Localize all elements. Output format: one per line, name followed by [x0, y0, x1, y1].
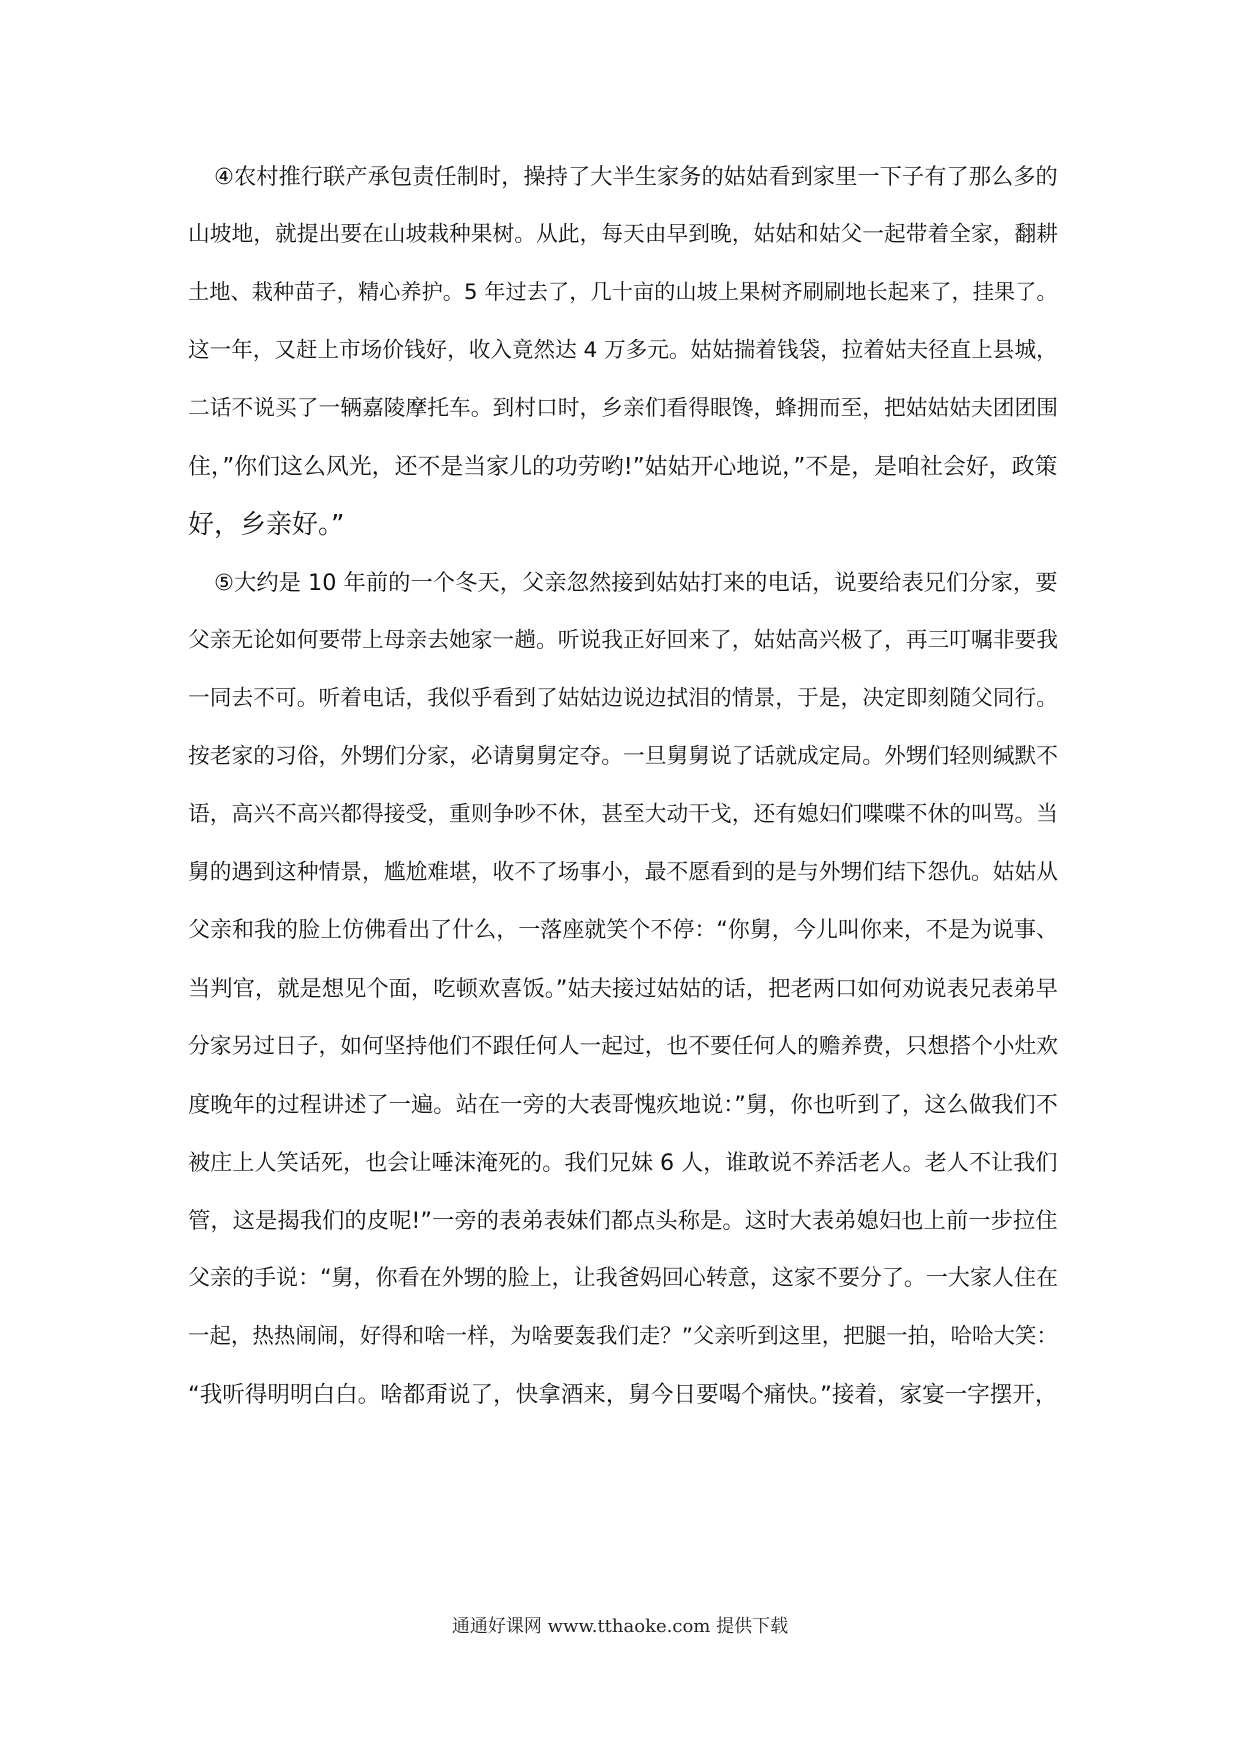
text-line: 被庄上人笑话死，也会让唾沫淹死的。我们兄妹 6 人，谁敢说不养活老人。老人不让我们: [188, 1150, 1058, 1176]
text-line: 父亲无论如何要带上母亲去她家一趟。听说我正好回来了，姑姑高兴极了，再三叮嘱非要我: [188, 628, 1058, 653]
text-line: 管，这是揭我们的皮呢!”一旁的表弟表妹们都点头称是。这时大表弟媳妇也上前一步拉住: [188, 1208, 1058, 1234]
text-line: 父亲和我的脸上仿佛看出了什么，一落座就笑个不停：“你舅，今儿叫你来，不是为说事、: [188, 918, 1059, 943]
text-line: ⑤大约是 10 年前的一个冬天，父亲忽然接到姑姑打来的电话，说要给表兄们分家，要: [214, 570, 1058, 596]
text-line: 按老家的习俗，外甥们分家，必请舅舅定夺。一旦舅舅说了话就成定局。外甥们轻则缄默不: [188, 744, 1058, 769]
text-line: 度晚年的过程讲述了一遍。站在一旁的大表哥愧疚地说：”舅，你也听到了，这么做我们不: [188, 1092, 1058, 1118]
text-line: 分家另过日子，如何坚持他们不跟任何人一起过，也不要任何人的赡养费，只想搭个小灶欢: [188, 1034, 1058, 1059]
page-footer: 通通好课网 www.tthaoke.com 提供下载: [451, 1616, 789, 1637]
text-line: 父亲的手说：“舅，你看在外甥的脸上，让我爸妈回心转意，这家不要分了。一大家人住在: [188, 1266, 1059, 1291]
text-line: ④农村推行联产承包责任制时，操持了大半生家务的姑姑看到家里一下子有了那么多的: [214, 164, 1058, 190]
text-line: 二话不说买了一辆嘉陵摩托车。到村口时，乡亲们看得眼馋，蜂拥而至，把姑姑姑夫团团围: [188, 396, 1058, 421]
text-line: 这一年，又赶上市场价钱好，收入竟然达 4 万多元。姑姑揣着钱袋，拉着姑夫径直上县城，: [188, 338, 1058, 363]
text-line: 语，高兴不高兴都得接受，重则争吵不休，甚至大动干戈，还有媳妇们喋喋不休的叫骂。当: [188, 802, 1058, 827]
text-line: 一起，热热闹闹，好得和啥一样，为啥要轰我们走？”父亲听到这里，把腿一拍，哈哈大笑：: [188, 1324, 1058, 1349]
text-line: 一同去不可。听着电话，我似乎看到了姑姑边说边拭泪的情景，于是，决定即刻随父同行。: [188, 686, 1058, 711]
text-line: 山坡地，就提出要在山坡栽种果树。从此，每天由早到晚，姑姑和姑父一起带着全家，翻耕: [188, 222, 1058, 247]
text-line: 当判官，就是想见个面，吃顿欢喜饭。”姑夫接过姑姑的话，把老两口如何劝说表兄表弟早: [188, 976, 1058, 1002]
text-line: 土地、栽种苗子，精心养护。5 年过去了，几十亩的山坡上果树齐刷刷地长起来了，挂果了。: [188, 280, 1058, 305]
text-line: 舅的遇到这种情景，尴尬难堪，收不了场事小，最不愿看到的是与外甥们结下怨仇。姑姑从: [188, 860, 1058, 885]
text-line: “我听得明明白白。啥都甭说了，快拿酒来，舅今日要喝个痛快。”接着，家宴一字摆开，: [188, 1382, 1058, 1408]
text-line: 好，乡亲好。”: [188, 510, 345, 540]
text-line: 住，”你们这么风光，还不是当家儿的功劳哟!”姑姑开心地说，”不是，是咱社会好，政策: [188, 454, 1058, 480]
